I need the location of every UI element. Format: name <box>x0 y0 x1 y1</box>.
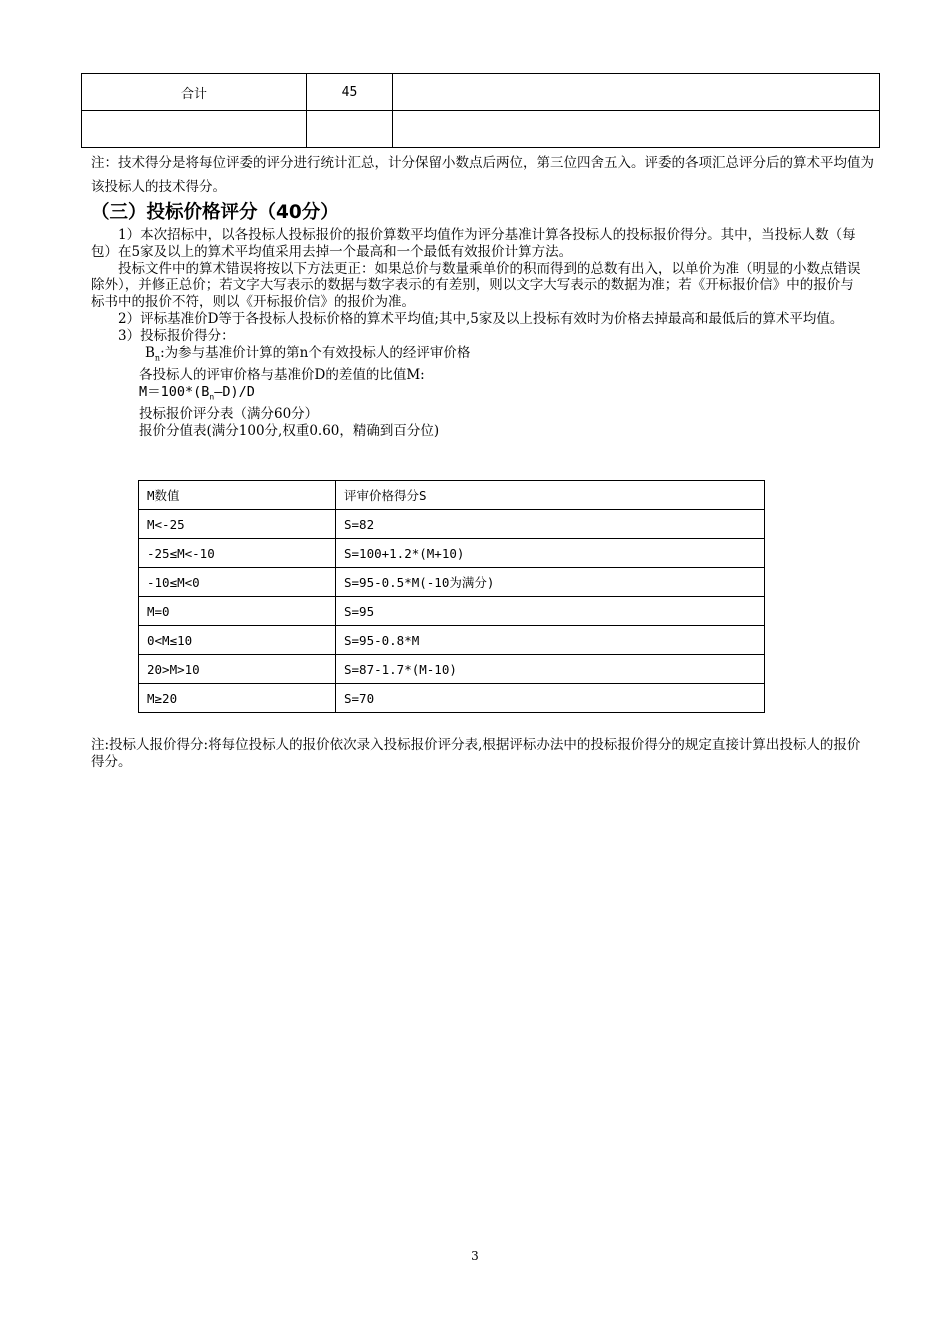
column-header: 评审价格得分S <box>336 481 765 510</box>
table-row <box>139 655 765 684</box>
table-caption: 投标报价评分表（满分60分） <box>139 406 319 423</box>
total-label-cell: 合计 <box>82 74 307 111</box>
table-header-row <box>139 481 765 510</box>
table-subcaption: 报价分值表(满分100分,权重0.60，精确到百分位) <box>139 423 440 440</box>
ratio-formula <box>91 384 861 406</box>
bn-definition-text: :为参与基准价计算的第n个有效投标人的经评审价格 <box>160 344 471 361</box>
technical-score-note: 注：技术得分是将每位评委的评分进行统计汇总，计分保留小数点后两位，第三位四舍五入。评委的各项汇总评分后的算术平均值为该投标人的技术得分。 <box>91 155 874 195</box>
m-range-cell: M≥20 <box>139 684 336 713</box>
paragraph-arithmetic-errors: 投标文件中的算术错误将按以下方法更正：如果总价与数量乘单价的积而得到的总数有出入，以单价为准（明显的小数点错误除外），并修正总价；若文字大写表示的数据与数字表示的有差别，则以文字大写表示的数据为准；若《开标报价信》中的报价与标书中的报价不符，则以《开标报价信》的报价为准。 <box>91 260 861 311</box>
table-cell <box>393 111 880 148</box>
score-formula-cell: S=87-1.7*(M-10) <box>336 655 765 684</box>
price-scoring-body <box>91 227 861 440</box>
m-range-cell: 0<M≤10 <box>139 626 336 655</box>
table-row <box>82 74 880 111</box>
score-formula-cell: S=100+1.2*(M+10) <box>336 539 765 568</box>
paragraph-average-method: 1）本次招标中，以各投标人投标报价的报价算数平均值作为评分基准计算各投标人的投标报价得分。其中，当投标人数（每包）在5家及以上的算术平均值采用去掉一个最高和一个最低有效报价计算方法。 <box>91 227 856 260</box>
formula-part-b: —D)/D <box>214 383 255 400</box>
table-row <box>139 597 765 626</box>
section-heading: （三）投标价格评分（40分） <box>91 202 339 223</box>
table-row <box>139 539 765 568</box>
m-range-cell: -25≤M<-10 <box>139 539 336 568</box>
bn-symbol: B <box>145 344 155 361</box>
score-formula-cell: S=82 <box>336 510 765 539</box>
score-formula-cell: S=95-0.5*M(-10为满分) <box>336 568 765 597</box>
formula-part-a: M＝100*(B <box>139 383 210 400</box>
column-header: M数值 <box>139 481 336 510</box>
paragraph-benchmark-price: 2）评标基准价D等于各投标人投标价格的算术平均值;其中,5家及以上投标有效时为价格去掉最高和最低后的算术平均值。 <box>118 310 844 327</box>
table-row <box>139 684 765 713</box>
score-summary-table <box>81 73 880 148</box>
price-score-note: 注:投标人报价得分:将每位投标人的报价依次录入投标报价评分表,根据评标办法中的投标报价得分的规定直接计算出投标人的报价得分。 <box>91 737 861 770</box>
table-cell <box>393 74 880 111</box>
table-cell <box>307 111 393 148</box>
score-formula-cell: S=95-0.8*M <box>336 626 765 655</box>
total-value-cell: 45 <box>307 74 393 111</box>
paragraph-price-score: 3）投标报价得分： <box>118 327 235 344</box>
table-row <box>139 568 765 597</box>
score-formula-cell: S=70 <box>336 684 765 713</box>
ratio-definition: 各投标人的评审价格与基准价D的差值的比值M: <box>139 367 425 384</box>
table-cell <box>82 111 307 148</box>
bn-definition <box>91 345 861 367</box>
m-range-cell: -10≤M<0 <box>139 568 336 597</box>
table-row <box>139 626 765 655</box>
table-row <box>139 510 765 539</box>
page-number: 3 <box>471 1249 479 1263</box>
m-range-cell: 20>M>10 <box>139 655 336 684</box>
price-score-table <box>138 480 765 713</box>
m-range-cell: M<-25 <box>139 510 336 539</box>
bn-subscript: n <box>154 353 161 363</box>
m-range-cell: M=0 <box>139 597 336 626</box>
score-formula-cell: S=95 <box>336 597 765 626</box>
formula-subscript: n <box>209 392 215 402</box>
table-row <box>82 111 880 148</box>
